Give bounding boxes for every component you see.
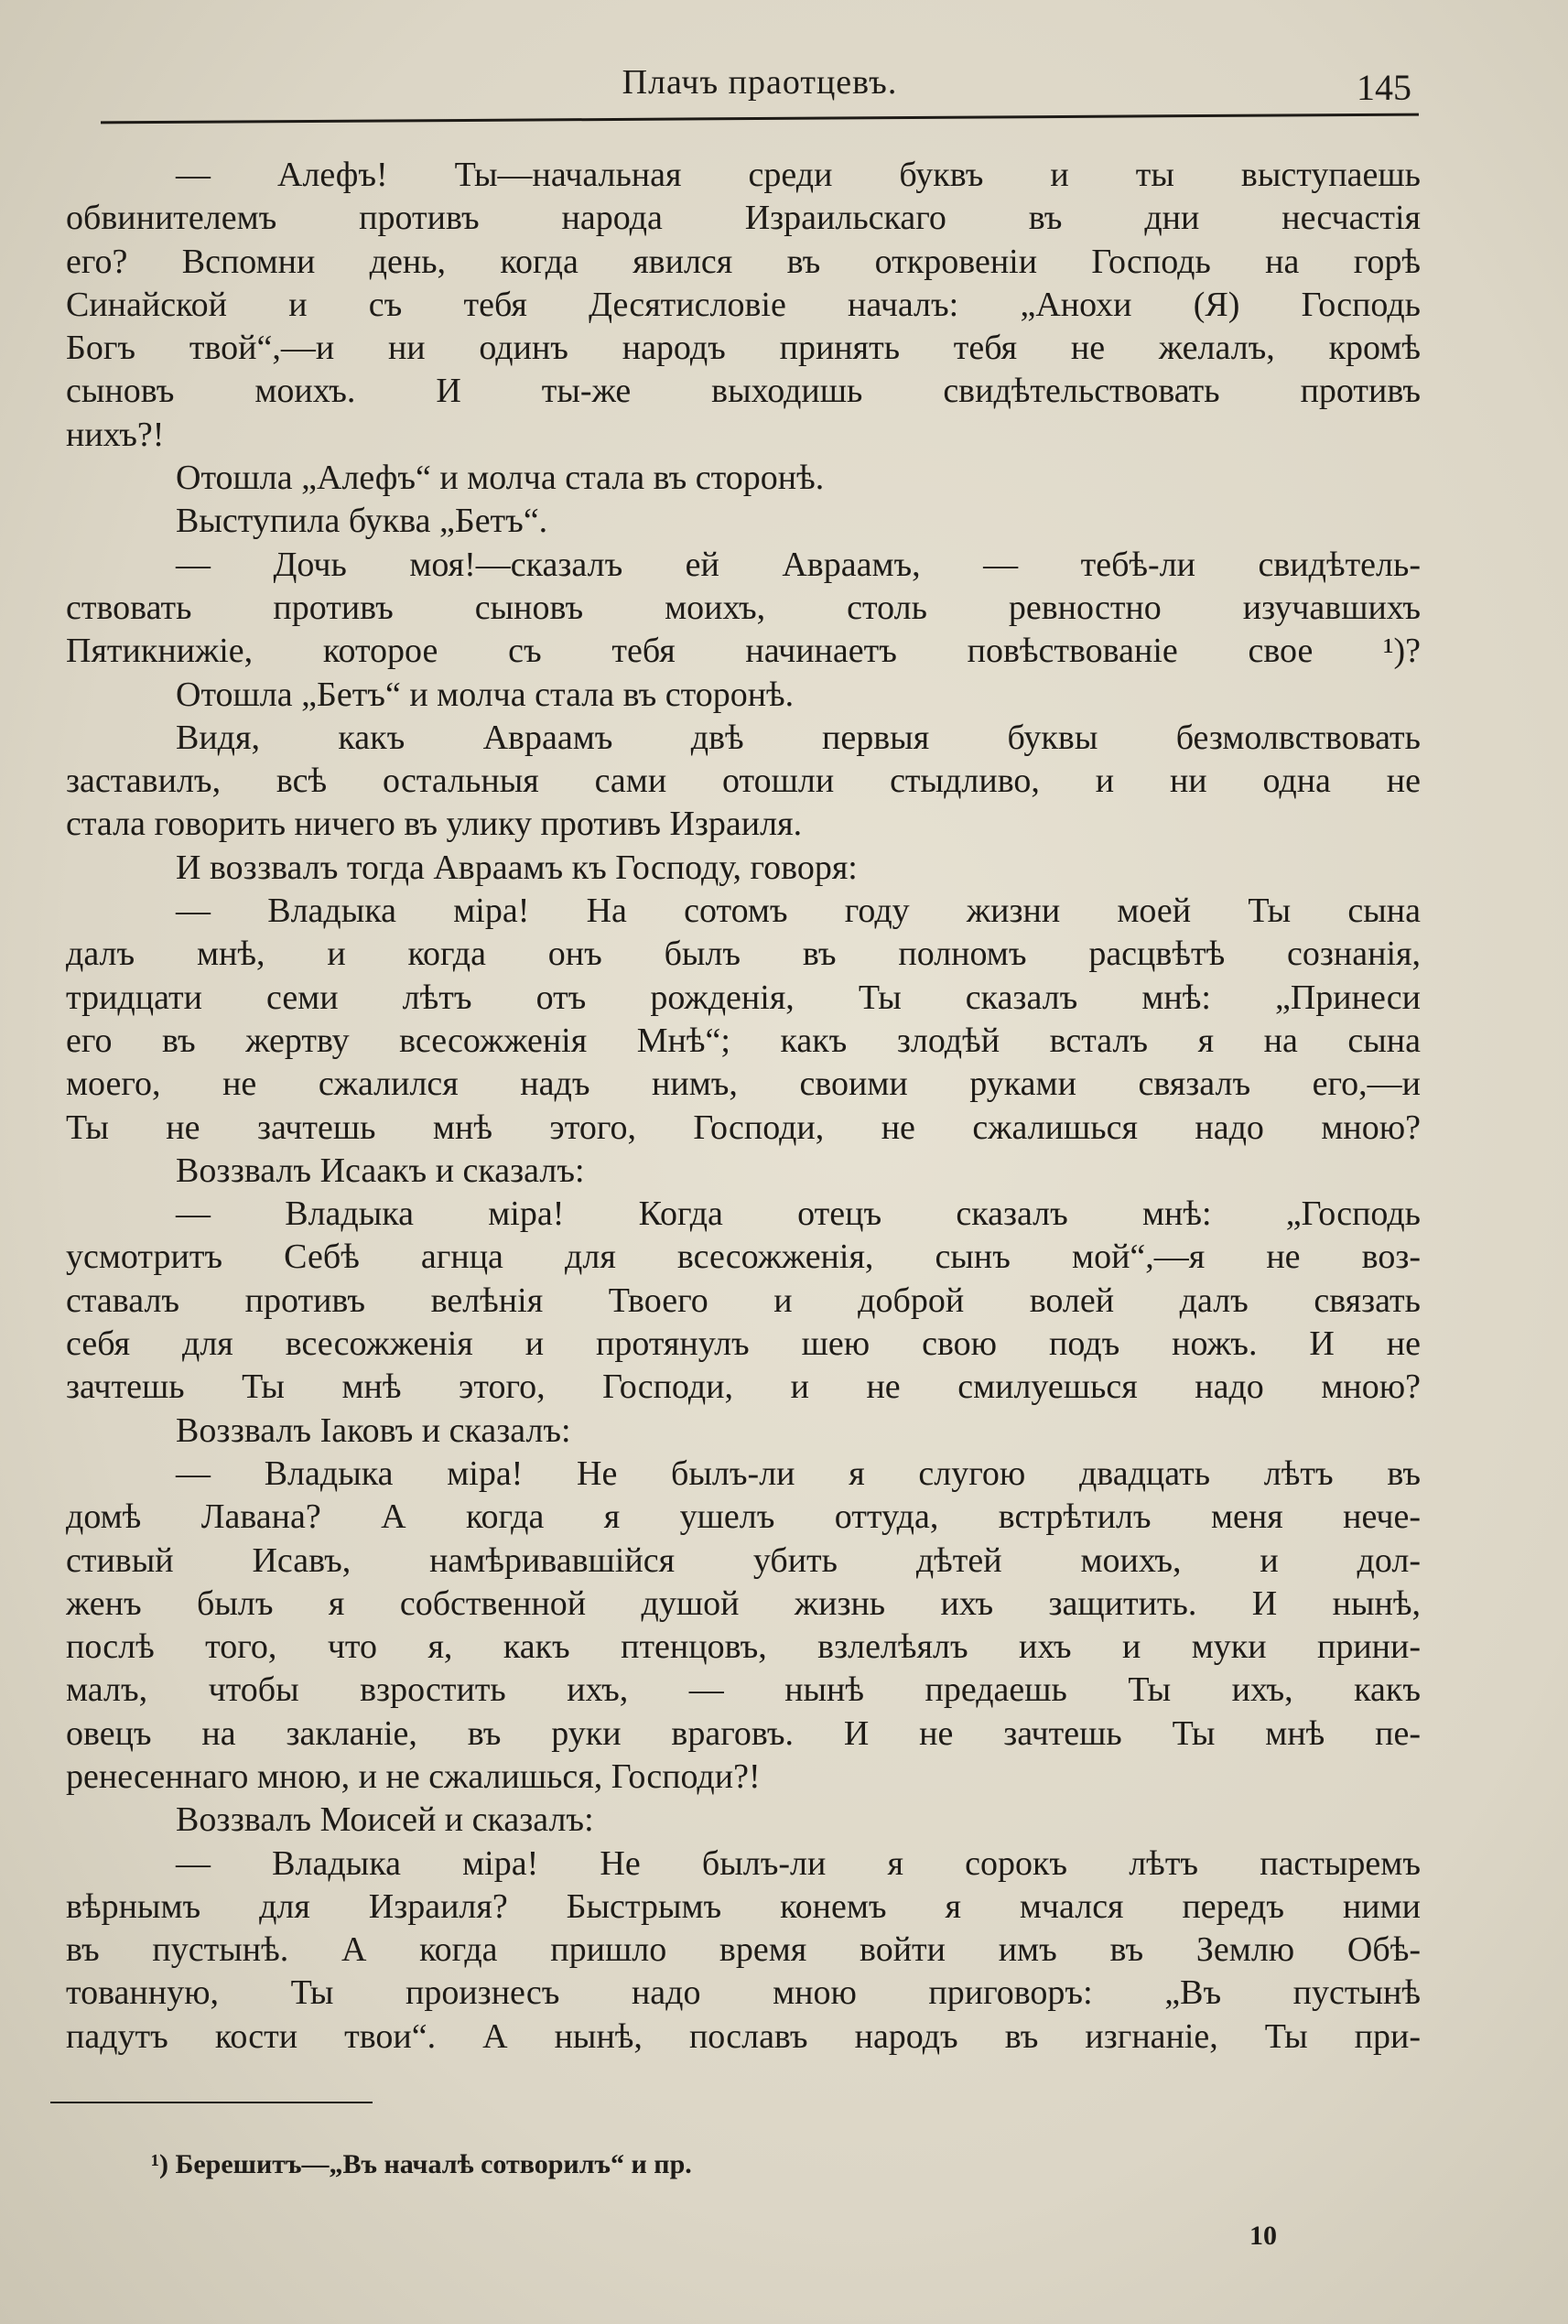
- text-line: — Владыка міра! Не былъ-ли я сорокъ лѣтъ пастыремъ: [176, 1843, 1421, 1883]
- footnote-rule: [50, 2102, 373, 2103]
- text-line: себя для всесожженія и протянулъ шею свою подъ ножъ. И не: [66, 1324, 1421, 1364]
- text-line: И воззвалъ тогда Авраамъ къ Господу, говоря:: [176, 848, 858, 887]
- text-line: зачтешь Ты мнѣ этого, Господи, и не смилуешься надо мною?: [66, 1367, 1421, 1407]
- signature-mark: 10: [1249, 2221, 1277, 2251]
- text-line: Синайской и съ тебя Десятисловіе началъ: „Анохи (Я) Господь: [66, 285, 1421, 324]
- header-rule: [101, 113, 1419, 124]
- text-line: — Владыка міра! Когда отецъ сказалъ мнѣ: „Господь: [176, 1194, 1421, 1234]
- text-line: сыновъ моихъ. И ты-же выходишь свидѣтельствовать противъ: [66, 372, 1421, 411]
- footnote: ¹) Берешитъ—„Въ началѣ сотворилъ“ и пр.: [151, 2149, 692, 2179]
- page-header: [101, 57, 1419, 121]
- text-line: Ты не зачтешь мнѣ этого, Господи, не сжалишься надо мною?: [66, 1108, 1421, 1147]
- text-line: обвинителемъ противъ народа Израильскаго въ дни несчастія: [66, 199, 1421, 238]
- text-line: Воззвалъ Исаакъ и сказалъ:: [176, 1151, 585, 1190]
- text-line: тридцати семи лѣтъ отъ рожденія, Ты сказалъ мнѣ: „Принеси: [66, 978, 1421, 1017]
- text-line: домѣ Лавана? А когда я ушелъ оттуда, встрѣтилъ меня нече-: [66, 1497, 1421, 1537]
- text-line: малъ, чтобы взростить ихъ, — нынѣ предаешь Ты ихъ, какъ: [66, 1670, 1421, 1710]
- text-line: вѣрнымъ для Израиля? Быстрымъ конемъ я мчался передъ ними: [66, 1886, 1421, 1926]
- page-number: 145: [1357, 67, 1411, 108]
- text-line: Воззвалъ Іаковъ и сказалъ:: [176, 1411, 571, 1450]
- text-line: нихъ?!: [66, 415, 165, 454]
- text-line: усмотритъ Себѣ агнца для всесожженія, сынъ мой“,—я не воз-: [66, 1238, 1421, 1277]
- text-line: послѣ того, что я, какъ птенцовъ, взлелѣялъ ихъ и муки прини-: [66, 1627, 1421, 1667]
- text-line: стивый Исавъ, намѣривавшійся убить дѣтей моихъ, и дол-: [66, 1540, 1421, 1580]
- text-line: тованную, Ты произнесъ надо мною приговоръ: „Въ пустынѣ: [66, 1973, 1421, 2013]
- text-line: Отошла „Алефъ“ и молча стала въ сторонѣ.: [176, 459, 825, 498]
- text-line: — Алефъ! Ты—начальная среди буквъ и ты выступаешь: [176, 156, 1421, 194]
- body-text: [66, 154, 1421, 2059]
- text-line: Выступила буква „Бетъ“.: [176, 502, 548, 541]
- text-line: падутъ кости твои“. А нынѣ, пославъ народъ въ изгнаніе, Ты при-: [66, 2016, 1421, 2056]
- text-line: его въ жертву всесожженія Мнѣ“; какъ злодѣй всталъ я на сына: [66, 1021, 1421, 1060]
- text-line: овецъ на закланіе, въ руки враговъ. И не зачтешь Ты мнѣ пе-: [66, 1713, 1421, 1753]
- text-line: ствовать противъ сыновъ моихъ, столь ревностно изучавшихъ: [66, 588, 1421, 627]
- text-line: Отошла „Бетъ“ и молча стала въ сторонѣ.: [176, 675, 795, 714]
- text-line: женъ былъ я собственной душой жизнь ихъ защитить. И нынѣ,: [66, 1584, 1421, 1623]
- text-line: ставалъ противъ велѣнія Твоего и доброй волей далъ связать: [66, 1281, 1421, 1320]
- text-line: моего, не сжалился надъ нимъ, своими руками связалъ его,—и: [66, 1065, 1421, 1104]
- text-line: Пятикнижіе, которое съ тебя начинаетъ повѣствованіе свое ¹)?: [66, 632, 1421, 671]
- text-line: Богъ твой“,—и ни одинъ народъ принять тебя не желалъ, кромѣ: [66, 329, 1421, 368]
- text-line: Видя, какъ Авраамъ двѣ первыя буквы безмолвствовать: [176, 718, 1421, 757]
- running-title: Плачъ праотцевъ.: [622, 63, 898, 102]
- text-line: въ пустынѣ. А когда пришло время войти имъ въ Землю Обѣ-: [66, 1930, 1421, 1970]
- text-line: — Владыка міра! Не былъ-ли я слугою двадцать лѣтъ въ: [176, 1454, 1421, 1493]
- text-line: далъ мнѣ, и когда онъ былъ въ полномъ расцвѣтѣ сознанія,: [66, 935, 1421, 974]
- text-line: стала говорить ничего въ улику противъ Израиля.: [66, 805, 803, 844]
- text-line: заставилъ, всѣ остальныя сами отошли стыдливо, и ни одна не: [66, 762, 1421, 801]
- text-line: его? Вспомни день, когда явился въ откровеніи Господь на горѣ: [66, 242, 1421, 281]
- text-line: — Владыка міра! На сотомъ году жизни моей Ты сына: [176, 892, 1421, 931]
- text-line: ренесеннаго мною, и не сжалишься, Господи?!: [66, 1757, 761, 1796]
- text-line: — Дочь моя!—сказалъ ей Авраамъ, — тебѣ-ли свидѣтель-: [176, 545, 1421, 584]
- text-line: Воззвалъ Моисей и сказалъ:: [176, 1800, 594, 1840]
